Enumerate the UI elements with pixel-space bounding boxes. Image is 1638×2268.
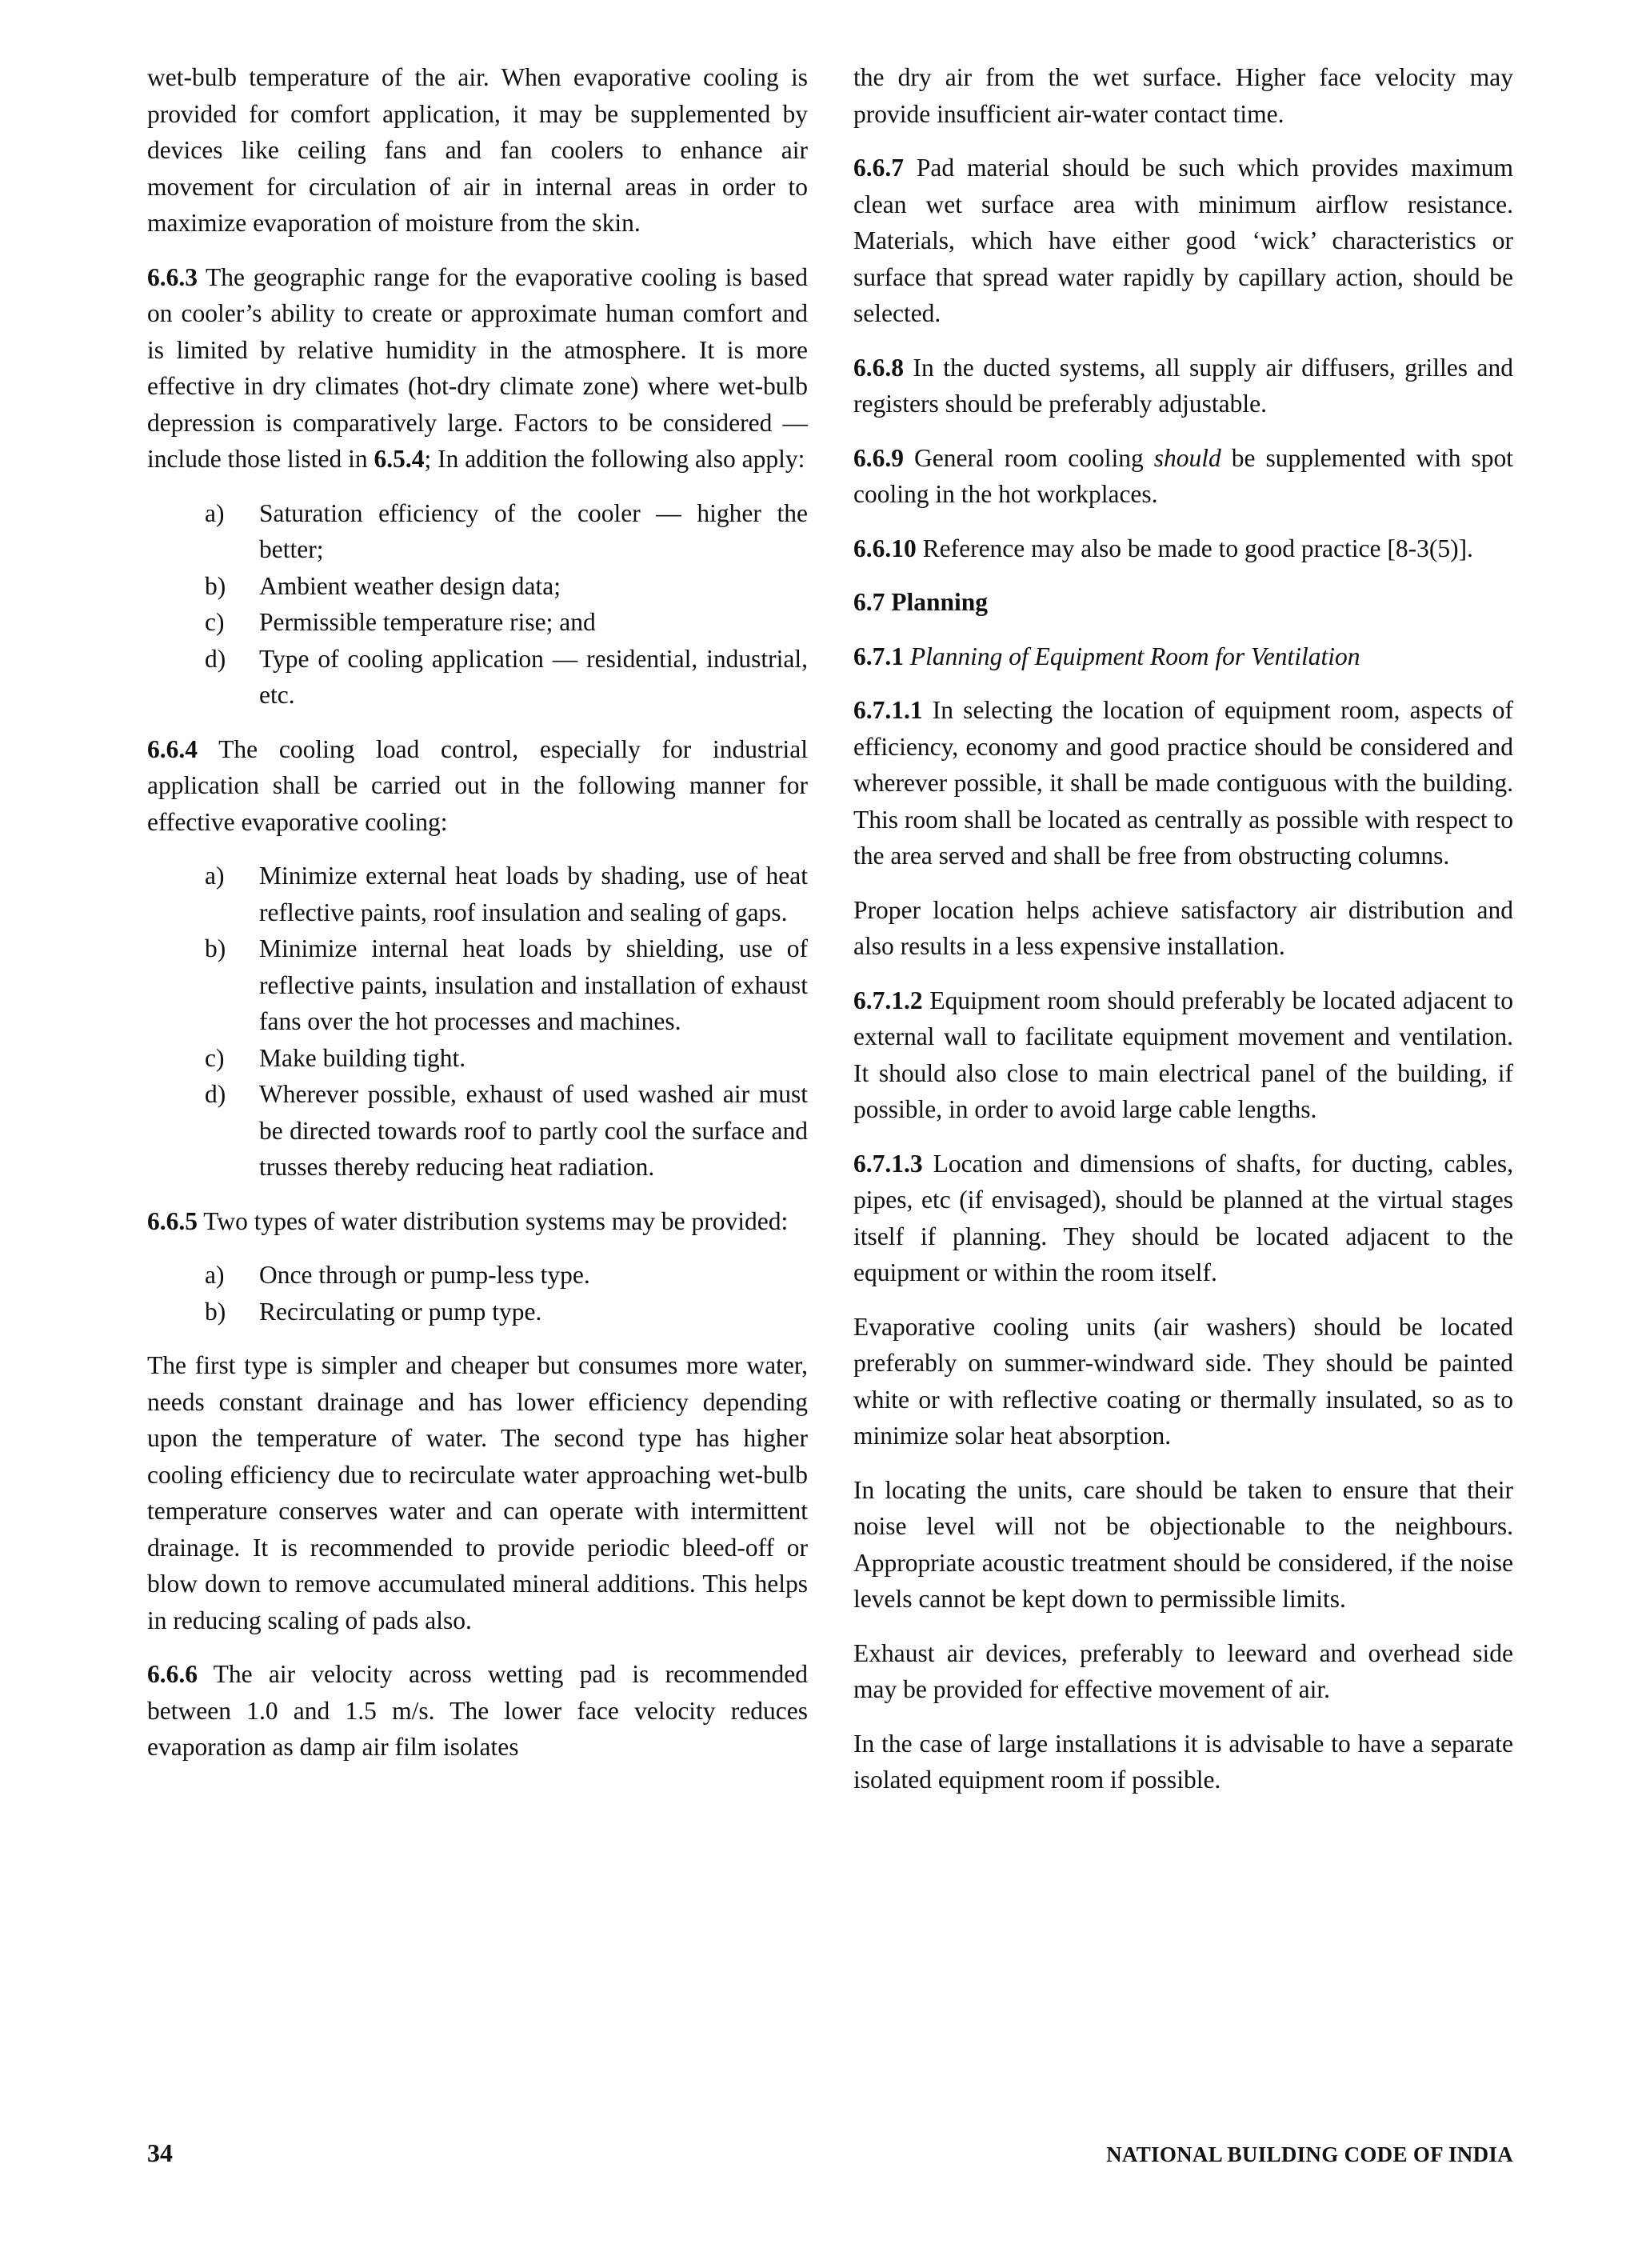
clause-number: 6.7.1.3 <box>853 1149 923 1178</box>
list-item-label: b) <box>205 1297 226 1326</box>
factors-list <box>147 495 808 714</box>
clause-number: 6.6.4 <box>147 734 198 763</box>
list-item-text: Once through or pump-less type. <box>259 1261 590 1289</box>
clause-number: 6.7.1.1 <box>853 696 923 724</box>
paragraph-evaporative-units: Evaporative cooling units (air washers) should be located preferably on summer-windward side. They should be painted white or with reflective coating or thermally insulated, so as to minimize solar heat absorption. <box>853 1312 1513 1450</box>
clause-number: 6.6.10 <box>853 534 917 562</box>
list-item-text: Make building tight. <box>259 1043 466 1072</box>
paragraph-exhaust: Exhaust air devices, preferably to leeward and overhead side may be provided for effective movement of air. <box>853 1638 1513 1703</box>
clause-number: 6.6.5 <box>147 1206 198 1235</box>
list-item-label: d) <box>205 1080 226 1108</box>
list-item-label: a) <box>205 862 225 890</box>
list-item-label: b) <box>205 571 226 600</box>
cooling-load-list <box>147 858 808 1186</box>
list-item <box>147 1257 808 1294</box>
clause-title: Planning of Equipment Room for Ventilation <box>904 642 1360 670</box>
clause-6-6-8: 6.6.8 In the ducted systems, all supply air diffusers, grilles and registers should be preferably adjustable. <box>853 353 1513 418</box>
list-item <box>147 930 808 1040</box>
paragraph-noise: In locating the units, care should be taken to ensure that their noise level will not be objectionable to the neighbours. Appropriate acoustic treatment should be considered, if the noise levels cannot be kept down to permissible limits. <box>853 1475 1513 1613</box>
clause-number: 6.6.3 <box>147 262 198 291</box>
right-column <box>853 59 1513 1816</box>
clause-6-6-5: 6.6.5 Two types of water distribution systems may be provided: <box>147 1206 789 1235</box>
paragraph-types: The first type is simpler and cheaper but consumes more water, needs constant drainage and has lower efficiency depending upon the temperature of water. The second type has higher cooling efficiency due to recirculate water approaching wet-bulb temperature conserves water and can operate with intermittent drainage. It is recommended to provide periodic bleed-off or blow down to remove accumulated mineral additions. This helps in reducing scaling of pads also. <box>147 1351 808 1634</box>
page-number: 34 <box>147 2138 173 2167</box>
clause-6-6-6: 6.6.6 The air velocity across wetting pad is recommended between 1.0 and 1.5 m/s. The lower face velocity reduces evaporation as damp air film isolates <box>147 1660 808 1761</box>
list-item-label: b) <box>205 934 226 962</box>
list-item <box>147 1294 808 1330</box>
clause-reference: 6.5.4 <box>374 445 425 473</box>
list-item <box>147 641 808 714</box>
list-item-text: Minimize external heat loads by shading, use of heat reflective paints, roof insulation and sealing of gaps. <box>259 862 808 926</box>
clause-6-6-10: 6.6.10 Reference may also be made to good practice [8-3(5)]. <box>853 534 1473 562</box>
list-item-label: d) <box>205 644 226 673</box>
paragraph-large-installations: In the case of large installations it is advisable to have a separate isolated equipment room if possible. <box>853 1729 1513 1794</box>
clause-number: 6.6.6 <box>147 1660 198 1688</box>
paragraph-wet-bulb: wet-bulb temperature of the air. When evaporative cooling is provided for comfort application, it may be supplemented by devices like ceiling fans and fan coolers to enhance air movement for circulation of air in internal areas in order to maximize evaporation of moisture from the skin. <box>147 63 808 237</box>
clause-6-6-4: 6.6.4 The cooling load control, especially for industrial application shall be carried out in the following manner for effective evaporative cooling: <box>147 734 808 836</box>
list-item-label: c) <box>205 608 225 636</box>
clause-6-7-1-2: 6.7.1.2 Equipment room should preferably be located adjacent to external wall to facilitate equipment movement and ventilation. It should also close to main electrical panel of the building, if possible, in order to avoid large cable lengths. <box>853 986 1513 1123</box>
list-item <box>147 1040 808 1077</box>
list-item-label: a) <box>205 1261 225 1289</box>
clause-number: 6.6.9 <box>853 443 904 472</box>
clause-6-6-7: 6.6.7 Pad material should be such which provides maximum clean wet surface area with minimum airflow resistance. Materials, which have either good ‘wick’ characteristics or surface that spread water rapidly by capillary action, should be selected. <box>853 154 1513 327</box>
list-item-text: Minimize internal heat loads by shielding, use of reflective paints, insulation and installation of exhaust fans over the hot processes and machines. <box>259 934 808 1035</box>
clause-number: 6.7.1.2 <box>853 986 923 1014</box>
list-item-text: Wherever possible, exhaust of used washed air must be directed towards roof to partly cool the surface and trusses thereby reducing heat radiation. <box>259 1080 808 1181</box>
footer-title: NATIONAL BUILDING CODE OF INDIA <box>1106 2142 1513 2166</box>
list-item-label: c) <box>205 1043 225 1072</box>
list-item <box>147 858 808 930</box>
list-item <box>147 495 808 568</box>
section-heading-planning: 6.7 Planning <box>853 588 989 616</box>
water-distribution-list <box>147 1257 808 1330</box>
clause-6-6-3: 6.6.3 The geographic range for the evaporative cooling is based on cooler’s ability to create or approximate human comfort and is limited by relative humidity in the atmosphere. It is more effective in dry climates (hot-dry climate zone) where wet-bulb depression is comparatively large. Factors to be considered — include those listed in 6.5.4; In addition the following also apply: <box>147 262 808 473</box>
list-item-text: Type of cooling application — residential, industrial, etc. <box>259 644 808 709</box>
list-item <box>147 568 808 605</box>
list-item <box>147 604 808 641</box>
clause-6-7-1-1: 6.7.1.1 In selecting the location of equipment room, aspects of efficiency, economy and good practice should be considered and wherever possible, it shall be made contiguous with the building. This room shall be located as centrally as possible with respect to the area served and shall be free from obstructing columns. <box>853 696 1513 870</box>
clause-number: 6.6.8 <box>853 353 904 382</box>
paragraph-proper-location: Proper location helps achieve satisfactory air distribution and also results in a less expensive installation. <box>853 895 1513 960</box>
list-item-text: Saturation efficiency of the cooler — higher the better; <box>259 498 808 563</box>
paragraph-continued: the dry air from the wet surface. Higher face velocity may provide insufficient air-water contact time. <box>853 63 1513 128</box>
clause-number: 6.7.1 <box>853 642 904 670</box>
clause-6-6-9: 6.6.9 General room cooling should be supplemented with spot cooling in the hot workplaces. <box>853 443 1513 508</box>
list-item-label: a) <box>205 498 225 527</box>
clause-6-7-1 <box>853 638 1513 675</box>
clause-number: 6.6.7 <box>853 154 904 182</box>
list-item-text: Permissible temperature rise; and <box>259 608 596 636</box>
clause-6-7-1-3: 6.7.1.3 Location and dimensions of shafts, for ducting, cables, pipes, etc (if envisaged), should be planned at the virtual stages itself if planning. They should be located adjacent to the equipment or within the room itself. <box>853 1149 1513 1286</box>
left-column <box>147 59 808 1783</box>
list-item-text: Recirculating or pump type. <box>259 1297 542 1326</box>
list-item <box>147 1076 808 1186</box>
list-item-text: Ambient weather design data; <box>259 571 561 600</box>
